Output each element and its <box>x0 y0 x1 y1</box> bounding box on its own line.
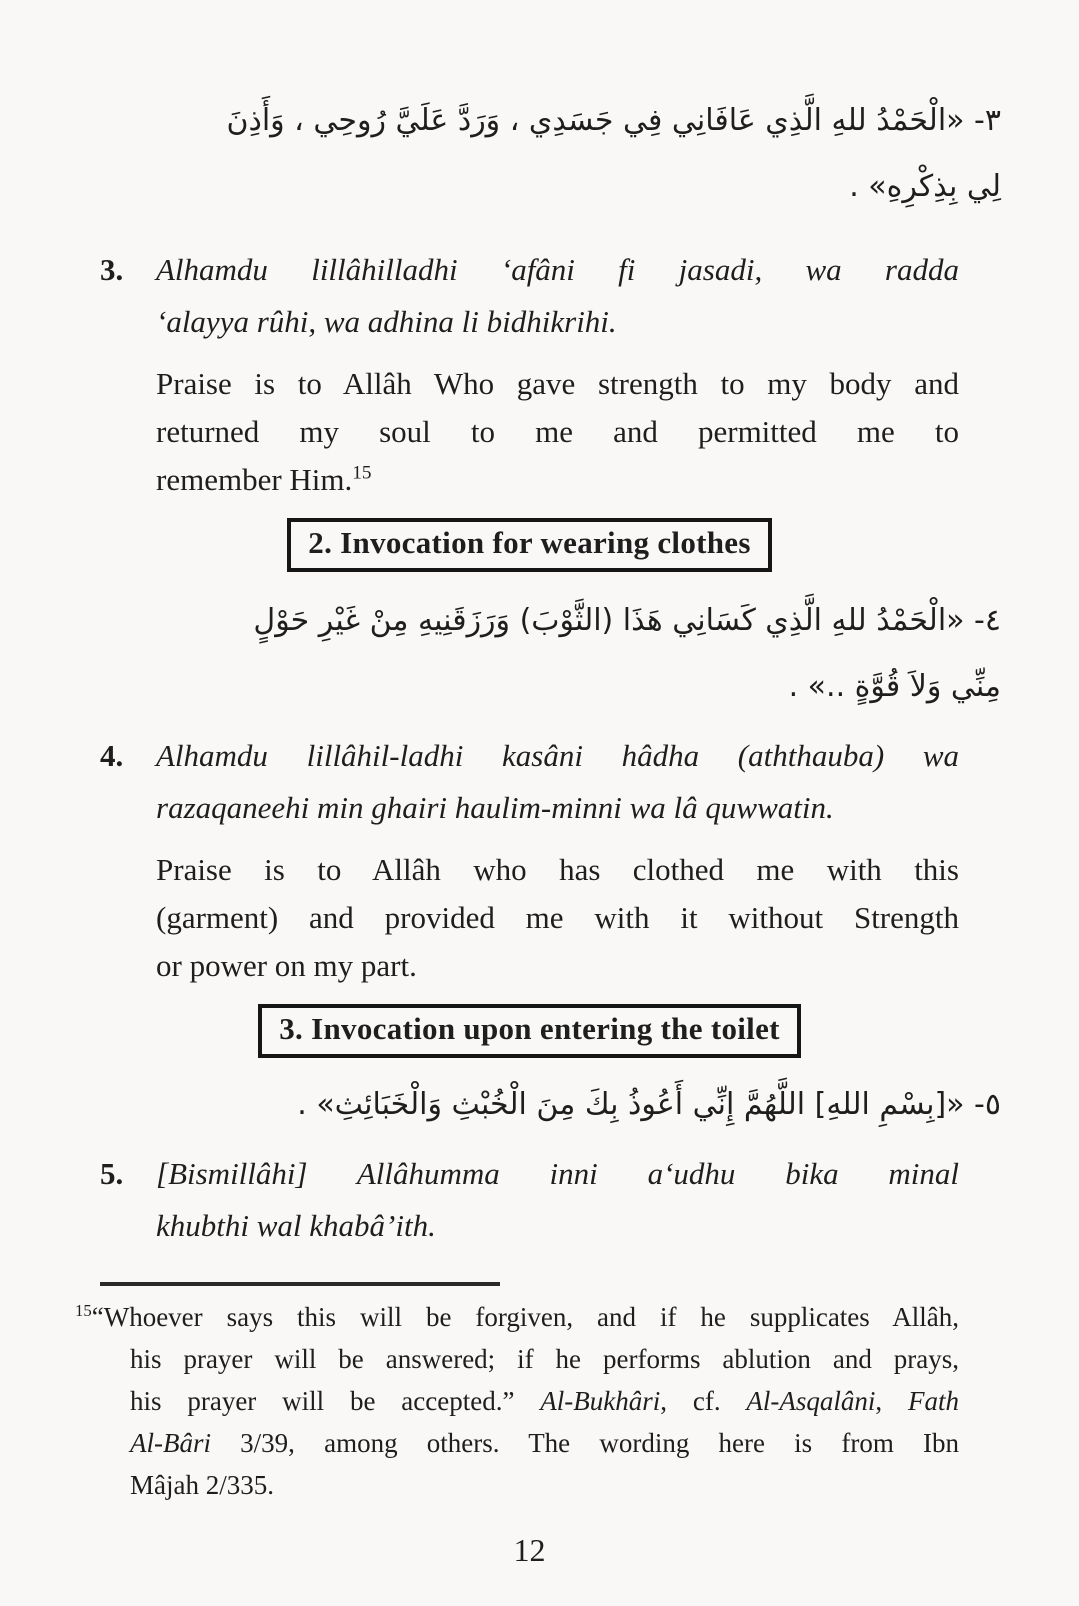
page-number: 12 <box>513 1532 546 1568</box>
section-heading-wearing-clothes: 2. Invocation for wearing clothes <box>287 518 771 572</box>
entry-4 <box>100 730 959 834</box>
entry-5-transliteration: [Bismillâhi] Allâhumma inni a‘udhu bika minal khubthi wal khabâ’ith. <box>156 1156 959 1243</box>
arabic-invocation-3: ٣- «الْحَمْدُ للهِ الَّذِي عَافَانِي فِي جَسَدِي ، وَرَدَّ عَلَيَّ رُوحِي ، وَأَذِنَ لِي بِذِكْرِهِ» . <box>226 103 1001 204</box>
entry-3-transliteration: Alhamdu lillâhilladhi ‘afâni fi jasadi, wa radda ‘alayya rûhi, wa adhina li bidhikrihi. <box>156 252 959 339</box>
entry-5-number: 5. <box>100 1156 124 1191</box>
entry-4-translation: Praise is to Allâh who has clothed me with this (garment) and provided me with it without Strength or power on my part. <box>156 852 959 983</box>
entry-3-translation: Praise is to Allâh Who gave strength to my body and returned my soul to me and permitted me to remember Him.$^{15}$ <box>156 366 959 497</box>
footnote-15: $^{15}$“Whoever says this will be forgiven, and if he supplicates Allâh, his prayer will be answered; if he performs ablution and prays, his prayer will be accepted.” Al-Bukhâri, cf. Al-Asqalâni, Fath Al-Bâri 3/39, among others. The wording here is from Ibn Mâjah 2/335. <box>75 1301 960 1500</box>
arabic-invocation-4: ٤- «الْحَمْدُ للهِ الَّذِي كَسَانِي هَذَا (الثَّوْبَ) وَرَزَقَنِيهِ مِنْ غَيْرِ حَوْلٍ مِنِّي وَلاَ قُوَّةٍ ..» . <box>253 603 1001 704</box>
entry-4-number: 4. <box>100 738 124 773</box>
entry-4-transliteration: Alhamdu lillâhil-ladhi kasâni hâdha (aththauba) wa razaqaneehi min ghairi haulim-minni wa lâ quwwatin. <box>156 738 959 825</box>
entry-5 <box>100 1148 959 1252</box>
entry-3 <box>100 244 959 348</box>
footnote-divider <box>100 1282 500 1286</box>
section-heading-entering-toilet: 3. Invocation upon entering the toilet <box>258 1004 801 1058</box>
arabic-invocation-5: ٥- «[بِسْمِ اللهِ] اللَّهُمَّ إِنِّي أَعُوذُ بِكَ مِنَ الْخُبْثِ وَالْخَبَائِثِ» . <box>297 1087 1001 1122</box>
entry-3-number: 3. <box>100 252 124 287</box>
